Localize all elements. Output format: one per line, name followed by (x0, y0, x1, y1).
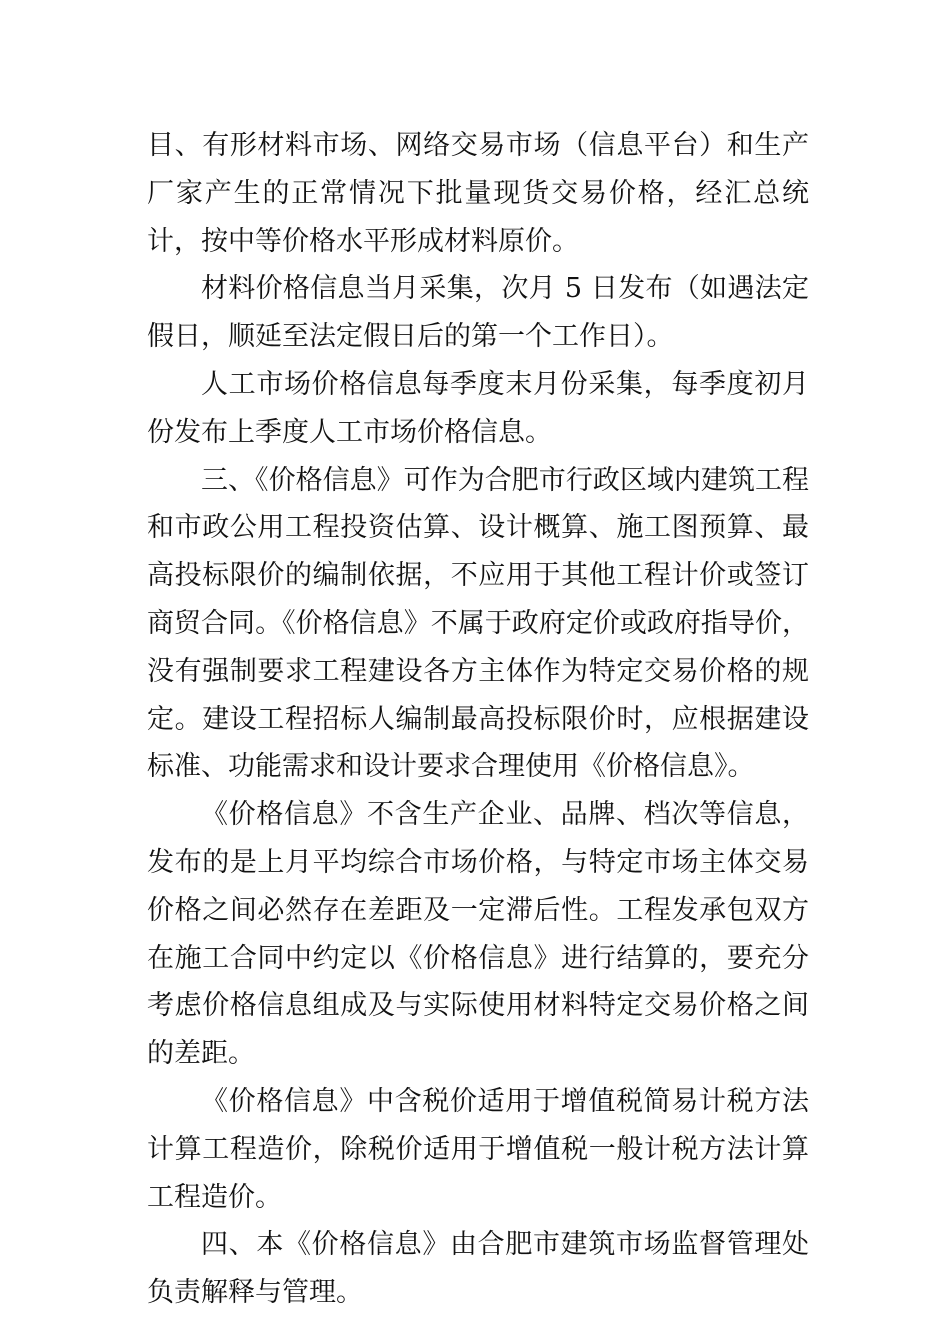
paragraph-labor-schedule: 人工市场价格信息每季度末月份采集，每季度初月份发布上季度人工市场价格信息。 (147, 368, 809, 448)
paragraph-tax-price: 《价格信息》中含税价适用于增值税简易计税方法计算工程造价，除税价适用于增值税一般计税方法计算工程造价。 (147, 1085, 809, 1213)
paragraph-continuation: 目、有形材料市场、网络交易市场（信息平台）和生产厂家产生的正常情况下批量现货交易价格，经汇总统计，按中等价格水平形成材料原价。 (147, 130, 809, 257)
paragraph-section-three: 三、《价格信息》可作为合肥市行政区域内建筑工程和市政公用工程投资估算、设计概算、施工图预算、最高投标限价的编制依据，不应用于其他工程计价或签订商贸合同。《价格信息》不属于政府定价或政府指导价，没有强制要求工程建设各方主体作为特定交易价格的规定。建设工程招标人编制最高投标限价时，应根据建设标准、功能需求和设计要求合理使用《价格信息》。 (147, 464, 809, 783)
document-body (147, 122, 809, 1317)
paragraph-material-schedule: 材料价格信息当月采集，次月 5 日发布（如遇法定假日，顺延至法定假日后的第一个工作日）。 (147, 273, 809, 353)
paragraph-section-four: 四、本《价格信息》由合肥市建筑市场监督管理处负责解释与管理。 (147, 1229, 809, 1309)
paragraph-price-info-scope: 《价格信息》不含生产企业、品牌、档次等信息，发布的是上月平均综合市场价格，与特定市场主体交易价格之间必然存在差距及一定滞后性。工程发承包双方在施工合同中约定以《价格信息》进行结算的，要充分考虑价格信息组成及与实际使用材料特定交易价格之间的差距。 (147, 799, 809, 1070)
